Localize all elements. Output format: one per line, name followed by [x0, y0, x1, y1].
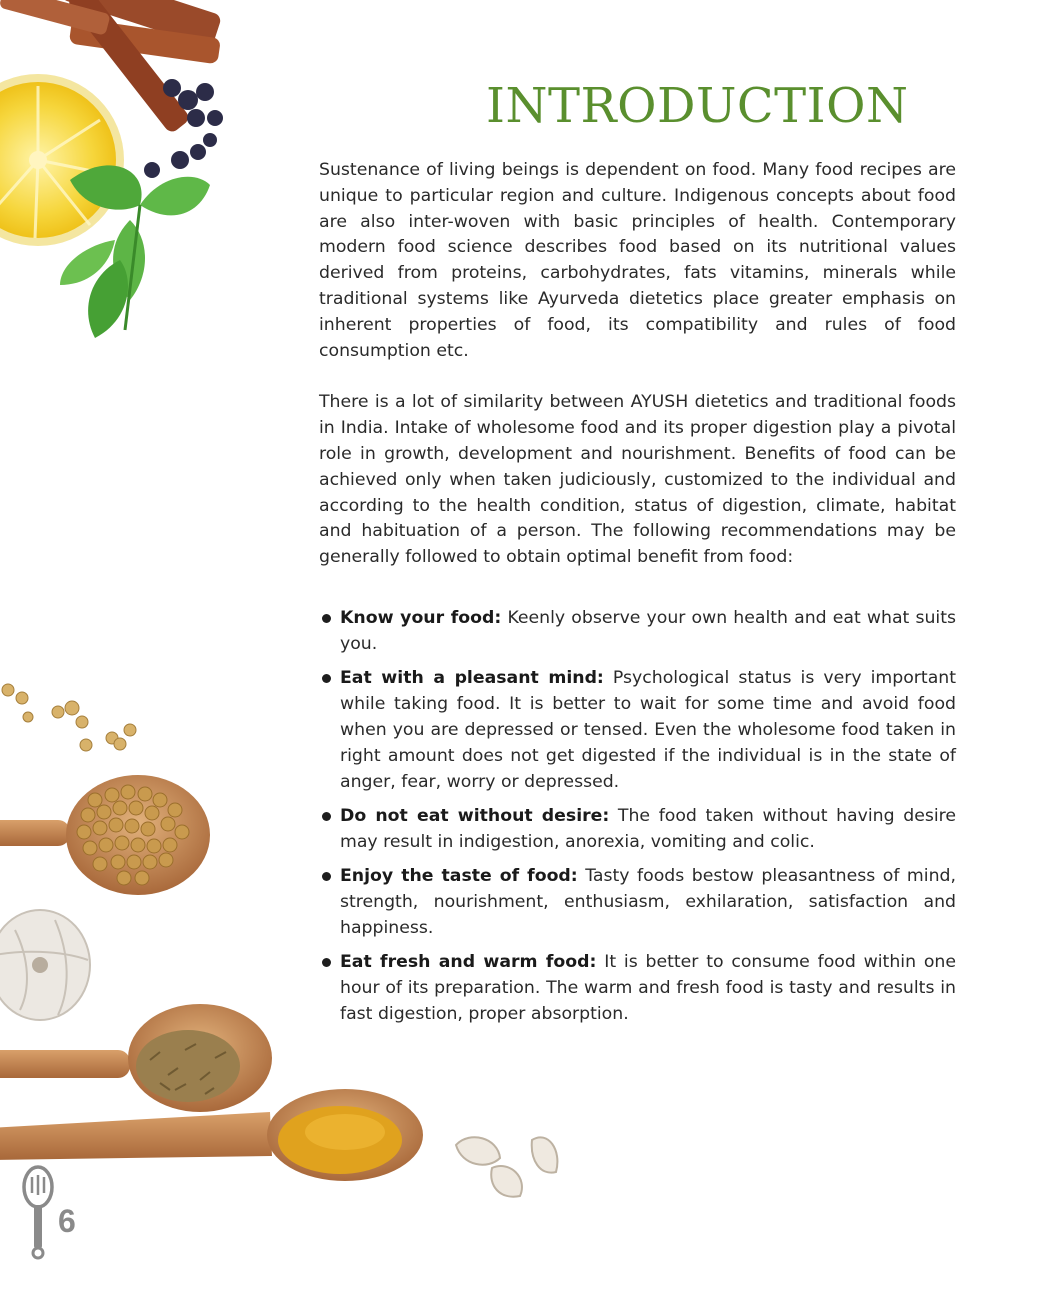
- intro-paragraph-1: Sustenance of living beings is dependent on food. Many food recipes are unique to particular region and culture. Indigenous concepts about food are also inter-woven with basic principles of health. Contemporary modern food science describes food based on its nutritional values derived from proteins, carbohydrates, fats vitamins, minerals while traditional systems like Ayurveda dietetics place greater emphasis on inherent properties of food, its compatibility and rules of food consumption etc.: [319, 160, 956, 361]
- lemon-icon: [0, 74, 124, 246]
- intro-body: [319, 158, 956, 1035]
- recommendation-heading: Eat with a pleasant mind:: [340, 667, 604, 688]
- wooden-spoon-icon: [0, 775, 210, 895]
- slotted-spatula-icon: [20, 1165, 56, 1261]
- recommendation-heading: Eat fresh and warm food:: [340, 951, 597, 972]
- recommendation-text: The food taken without having desire may result in indigestion, anorexia, vomiting and colic.: [340, 805, 956, 852]
- page-number: 6: [58, 1203, 76, 1239]
- bullet-icon: [322, 614, 331, 623]
- recommendation-text: It is better to consume food within one hour of its preparation. The warm and fresh food is tasty and results in fast digestion, proper absorption.: [340, 951, 956, 1024]
- bullet-icon: [322, 872, 331, 881]
- page-title: INTRODUCTION: [486, 78, 909, 134]
- bullet-icon: [322, 812, 331, 821]
- list-item: [319, 665, 956, 795]
- garlic-icon: [456, 1137, 557, 1196]
- recommendation-text: Keenly observe your own health and eat what suits you.: [340, 607, 956, 654]
- bullet-icon: [322, 674, 331, 683]
- recommendation-heading: Enjoy the taste of food:: [340, 865, 578, 886]
- recommendations-list: [319, 605, 956, 1027]
- recommendation-heading: Know your food:: [340, 607, 502, 628]
- mint-icon: [60, 165, 210, 338]
- recommendation-text: Psychological status is very important while taking food. It is better to wait for some time and avoid food when you are depressed or tensed. Even the wholesome food taken in right amount does not get digested if the individual is in the state of anger, fear, worry or depressed.: [340, 667, 957, 792]
- intro-paragraph-2: There is a lot of similarity between AYUSH dietetics and traditional foods in India. Intake of wholesome food and its proper digestion play a pivotal role in growth, development and nourishment. Benefits of food can be achieved only when taken judiciously, customized to the individual and according to the health condition, status of digestion, climate, habitat and habituation of a person. The following recommendations may be generally followed to obtain optimal benefit from food:: [319, 392, 956, 568]
- list-item: [319, 803, 956, 855]
- recommendation-text: Tasty foods bestow pleasantness of mind, strength, nourishment, enthusiasm, exhilaration, satisfaction and happiness.: [340, 865, 956, 938]
- bullet-icon: [322, 958, 331, 967]
- list-item: [319, 863, 956, 941]
- garlic-icon: [0, 910, 90, 1020]
- coriander-seeds-icon: [2, 684, 136, 751]
- list-item: [319, 949, 956, 1027]
- recommendation-heading: Do not eat without desire:: [340, 805, 610, 826]
- list-item: [319, 605, 956, 657]
